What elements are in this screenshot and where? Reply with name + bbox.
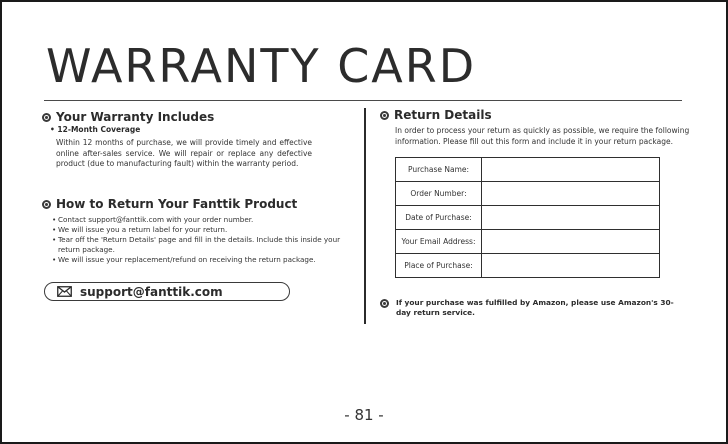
return-details-heading-text: Return Details: [394, 108, 492, 122]
form-row: [396, 230, 660, 254]
mail-icon: [57, 282, 72, 301]
title-divider: [44, 100, 682, 101]
purchase-name-field[interactable]: [482, 158, 660, 182]
coverage-label: • 12-Month Coverage: [50, 125, 141, 134]
email-address-label: Your Email Address:: [396, 230, 482, 254]
page-number: - 81 -: [344, 406, 384, 424]
circle-bullet-icon: [380, 111, 389, 120]
order-number-field[interactable]: [482, 182, 660, 206]
how-to-return-heading: [42, 197, 297, 211]
list-item: • We will issue you a return label for your return.: [52, 225, 342, 235]
amazon-note: [380, 298, 686, 318]
form-row: [396, 254, 660, 278]
place-of-purchase-field[interactable]: [482, 254, 660, 278]
email-address-field[interactable]: [482, 230, 660, 254]
column-divider: [364, 108, 366, 324]
warranty-heading-text: Your Warranty Includes: [56, 110, 215, 124]
form-row: [396, 158, 660, 182]
support-email-box[interactable]: [44, 282, 290, 301]
warranty-heading: [42, 110, 214, 124]
circle-bullet-icon: [380, 299, 389, 308]
amazon-note-text: If your purchase was fulfilled by Amazon, please use Amazon's 30-day return service.: [396, 298, 674, 317]
date-of-purchase-field[interactable]: [482, 206, 660, 230]
purchase-name-label: Purchase Name:: [396, 158, 482, 182]
return-details-intro: In order to process your return as quickly as possible, we require the following information. Please fill out this form and include it in your return package.: [395, 126, 690, 146]
return-details-heading: [380, 108, 492, 122]
date-of-purchase-label: Date of Purchase:: [396, 206, 482, 230]
warranty-text: Within 12 months of purchase, we will provide timely and effective online after-sales service. We will repair or replace any defective product (due to manufacturing fault) within the warranty period.: [56, 138, 312, 168]
place-of-purchase-label: Place of Purchase:: [396, 254, 482, 278]
support-email-link[interactable]: support@fanttik.com: [80, 284, 223, 299]
circle-bullet-icon: [42, 113, 51, 122]
how-to-return-heading-text: How to Return Your Fanttik Product: [56, 197, 298, 211]
list-item: • Tear off the 'Return Details' page and fill in the details. Include this inside your return package.: [52, 235, 342, 255]
list-item: • We will issue your replacement/refund on receiving the return package.: [52, 255, 342, 265]
return-steps-list: [52, 215, 342, 265]
form-row: [396, 206, 660, 230]
order-number-label: Order Number:: [396, 182, 482, 206]
return-details-form: [395, 157, 660, 278]
circle-bullet-icon: [42, 200, 51, 209]
list-item: • Contact support@fanttik.com with your order number.: [52, 215, 342, 225]
form-row: [396, 182, 660, 206]
page-title: WARRANTY CARD: [46, 39, 477, 93]
